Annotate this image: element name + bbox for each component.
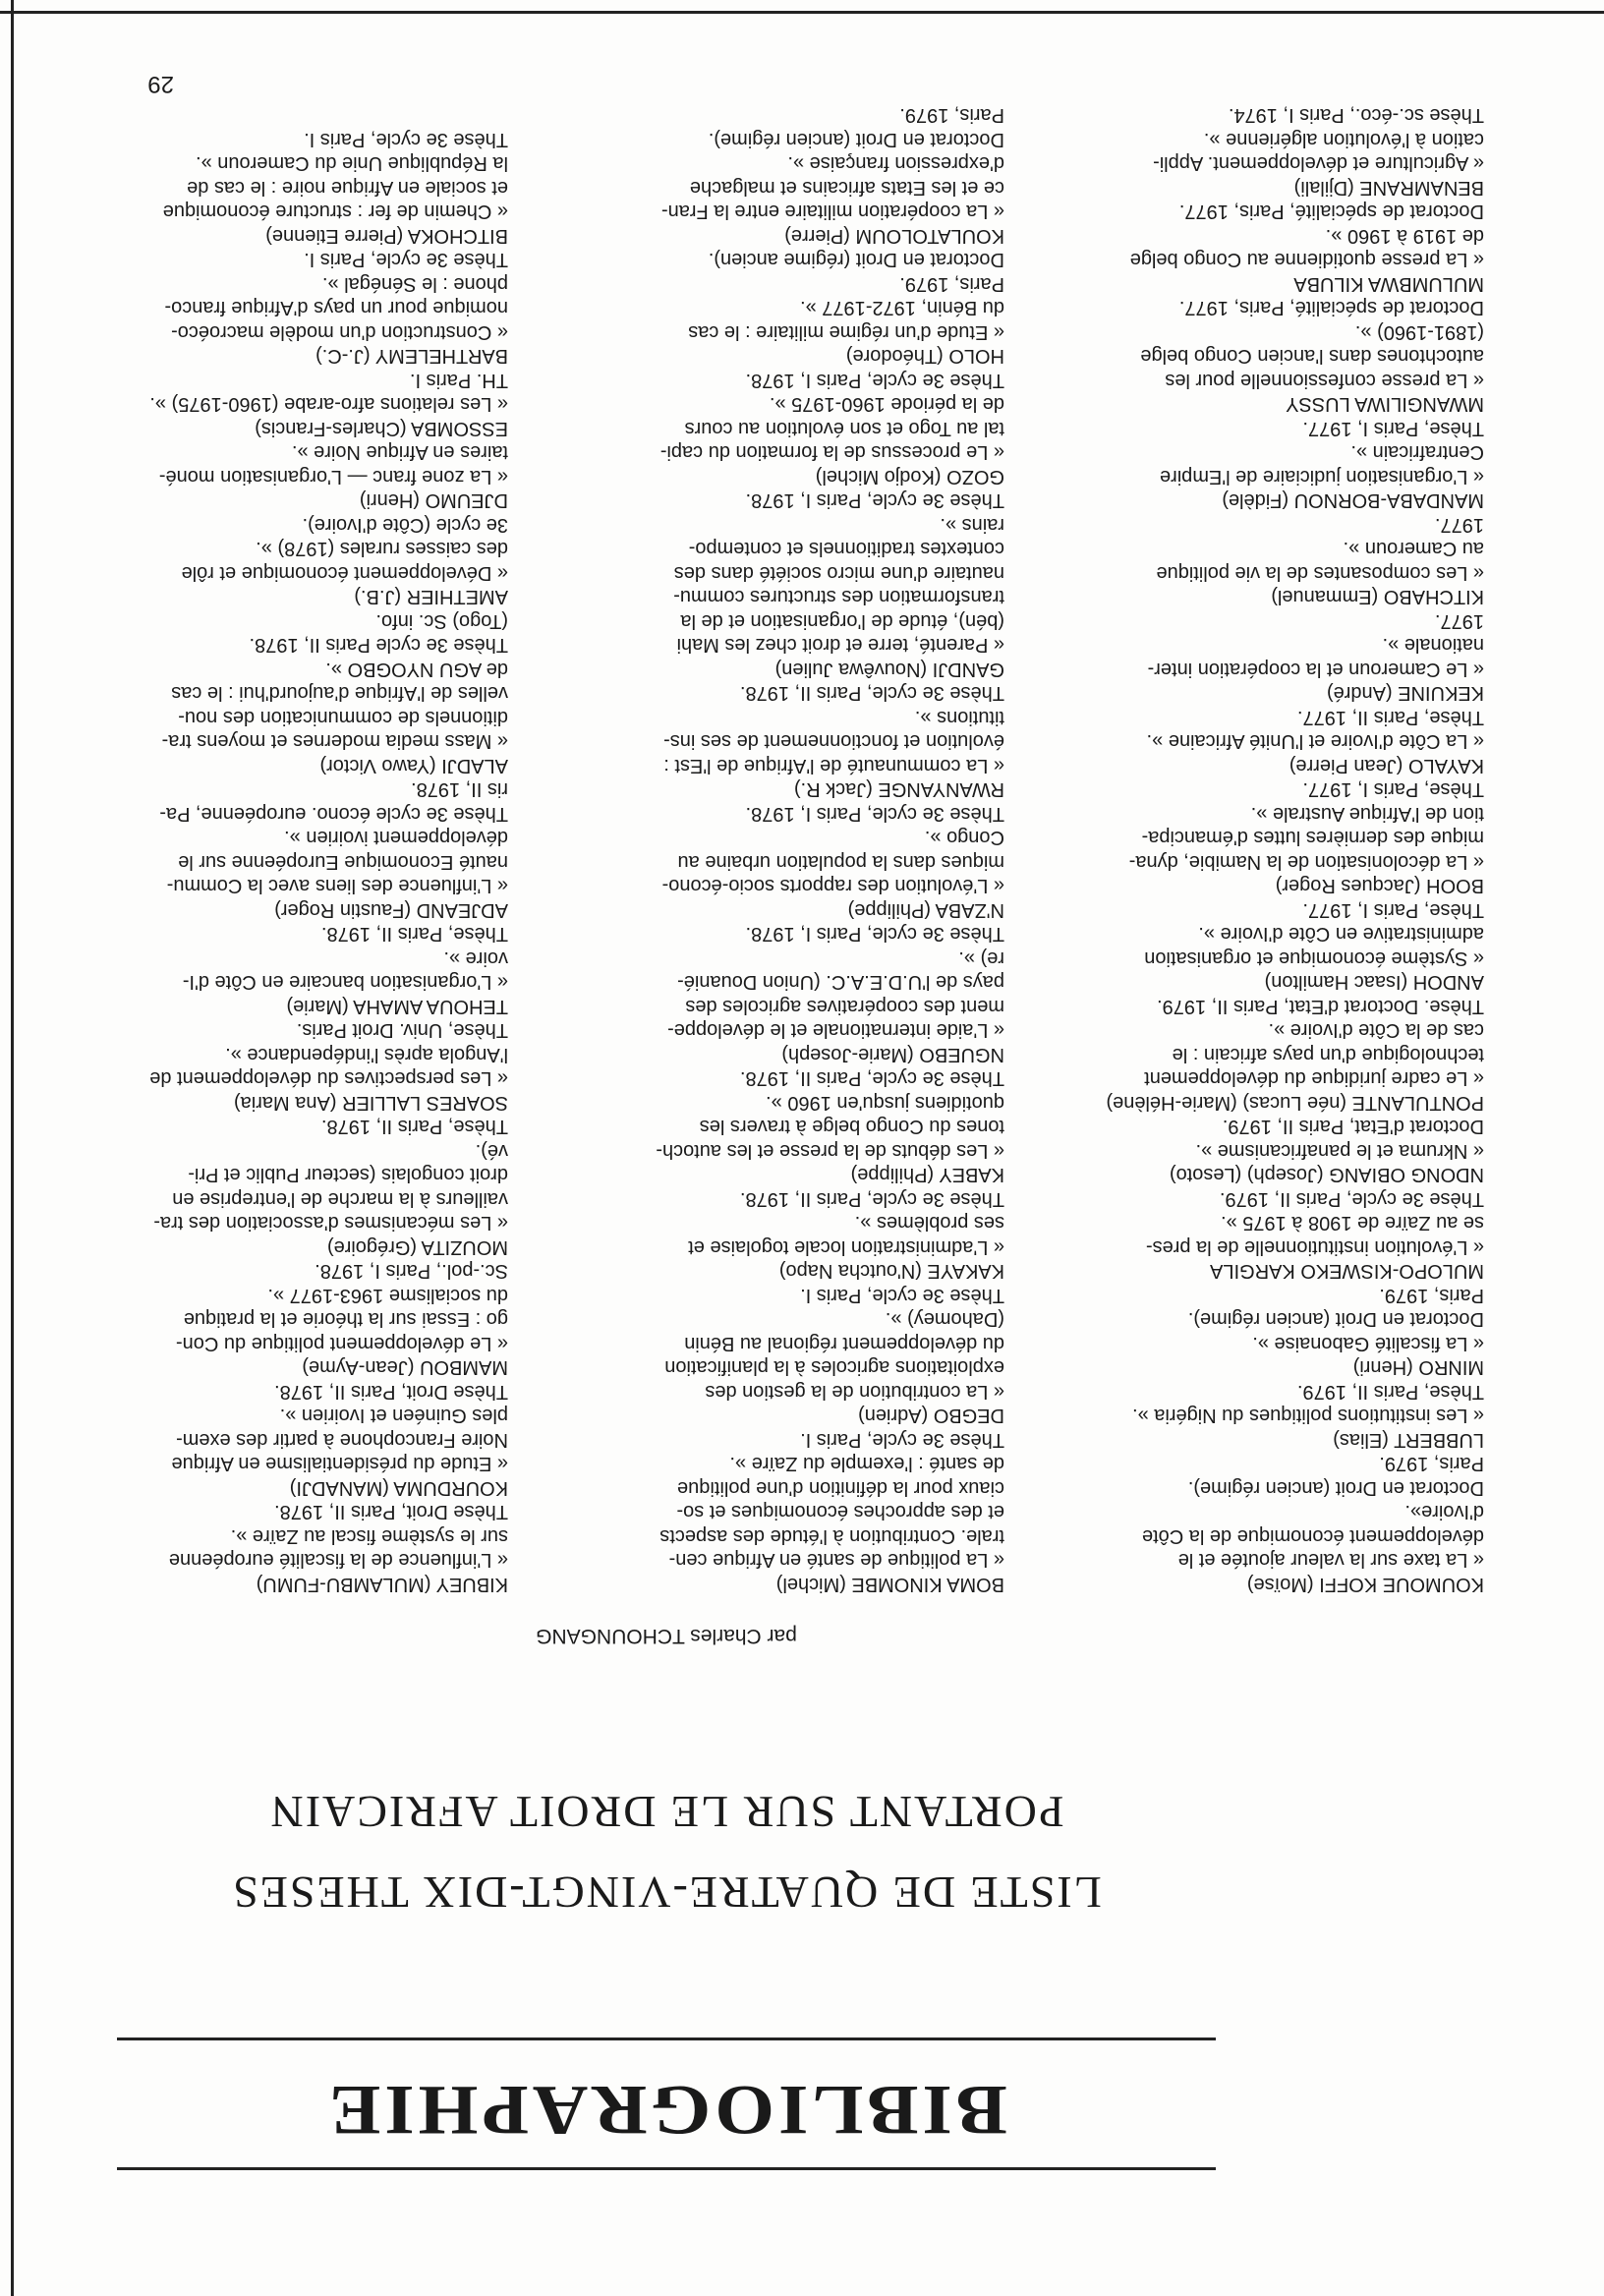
thesis-entry <box>1027 200 1484 296</box>
thesis-detail: (1891-1960) ». <box>1354 321 1484 343</box>
thesis-detail: Thèse 3e cycle, Paris I, 1978. <box>745 803 1004 825</box>
thesis-detail: Doctorat en Droit (régime ancien). <box>708 249 1004 271</box>
thesis-detail: du socialisme 1963-1977 ». <box>267 1285 508 1306</box>
thesis-entry <box>1027 995 1484 1116</box>
thesis-detail: Thèse 3e cycle, Paris I. <box>304 129 508 150</box>
thesis-detail: mique des dernières luttes d'émancipa- <box>1141 827 1484 849</box>
thesis-detail: Thèse, Paris II, 1977. <box>1296 707 1484 728</box>
thesis-entry <box>51 128 508 249</box>
thesis-entry <box>1027 513 1484 609</box>
thesis-detail: Thèse 3e cycle, Paris I, 1978. <box>745 923 1004 946</box>
thesis-detail: Congo ». <box>924 827 1004 849</box>
thesis-detail: nomique pour un pays d'Afrique franco- <box>164 297 508 319</box>
thesis-detail: Thèse 3e cycle, Paris I. <box>800 1429 1004 1451</box>
thesis-detail: nationale ». <box>1382 634 1484 657</box>
thesis-detail: Thèse, Univ. Droit Paris. <box>296 1019 508 1042</box>
thesis-detail: Thèse 3e cycle, Paris I. <box>304 249 508 271</box>
thesis-entry <box>51 777 508 922</box>
thesis-detail: se au Zaïre de 1908 à 1975 ». <box>1221 1212 1484 1234</box>
thesis-title: « Développement économique et rôle <box>181 562 508 584</box>
thesis-entry <box>51 1115 508 1259</box>
thesis-title: « Chemin de fer : structure économique <box>162 201 508 223</box>
thesis-detail: 1977. <box>1434 514 1484 536</box>
thesis-detail: ples Guinéen et Ivoirien ». <box>279 1405 508 1427</box>
thesis-title: « Construction d'un modèle macroéco- <box>171 321 508 343</box>
thesis-title: « Les perspectives du développement de <box>149 1067 508 1090</box>
thesis-detail: Thèse sc.-éco., Paris I, 1974. <box>1228 104 1484 127</box>
thesis-entry <box>547 1187 1004 1284</box>
thesis-author: N'ZABA (Philippe) <box>847 899 1004 921</box>
bibliography-column-3 <box>1027 103 1484 1596</box>
thesis-detail: Thèse, Paris I, 1977. <box>1302 778 1484 801</box>
thesis-author: MINRO (Henri) <box>1352 1356 1484 1379</box>
thesis-title: « L'organisation judiciaire de l'Empire <box>1159 466 1484 488</box>
thesis-detail: Thèse 3e cycle, Paris I. <box>800 1285 1004 1306</box>
thesis-entry <box>51 369 508 441</box>
thesis-detail: trale. Contribution à l'étude des aspects <box>659 1525 1004 1547</box>
thesis-detail: go : Essai sur la théorie et la pratique <box>183 1308 508 1331</box>
thesis-author: AMETHIER (J.B.) <box>354 586 508 608</box>
thesis-entry <box>547 248 1004 369</box>
thesis-title: « Système économique et organisation <box>1144 947 1484 969</box>
thesis-detail: Centrafricain ». <box>1350 441 1484 464</box>
thesis-detail: développement économique de la Côte <box>1141 1525 1484 1547</box>
thesis-entry <box>1027 1115 1484 1187</box>
thesis-detail: Thèse 3e cycle Paris II, 1978. <box>249 634 508 657</box>
thesis-detail: ciaux pour la définition d'une politique <box>677 1477 1004 1499</box>
thesis-author: ADJEAND (Faustin Roger) <box>274 899 508 921</box>
thesis-detail: autochtones dans l'ancien Congo belge <box>1140 345 1484 368</box>
thesis-title: « La presse confessionnelle pour les <box>1165 370 1484 391</box>
thesis-detail: et des approches économiques et so- <box>676 1501 1004 1523</box>
thesis-detail: 1977. <box>1434 610 1484 632</box>
thesis-title: « Les composantes de la vie politique <box>1156 562 1484 584</box>
thesis-detail: titutions ». <box>914 707 1004 728</box>
thesis-detail: des caisses rurales (1978) ». <box>256 538 508 560</box>
thesis-entry <box>51 440 508 513</box>
thesis-title: « La communauté de l'Afrique de l'Est : <box>663 755 1004 776</box>
thesis-author: PONTULANTE (née Lucas) (Marie-Hélène) <box>1106 1092 1484 1114</box>
thesis-detail: tal au Togo et son évolution au cours <box>684 418 1004 439</box>
thesis-detail: de santé : l'exemple du Zaïre ». <box>729 1453 1004 1475</box>
page-number: 29 <box>147 71 174 97</box>
bibliography-column-1 <box>51 128 508 1597</box>
thesis-entry <box>1027 706 1484 778</box>
subtitle-line-1: LISTE DE QUATRE-VINGT-DIX THESES <box>231 1867 1102 1918</box>
thesis-entry <box>51 1259 508 1380</box>
thesis-detail: droit congolais (secteur Public et Pri- <box>188 1164 508 1186</box>
thesis-detail: nauté Economique Européenne sur le <box>178 851 508 873</box>
thesis-detail: Doctorat de spécialité, Paris, 1977. <box>1178 201 1484 223</box>
thesis-detail: cas de la Côte d'Ivoire ». <box>1268 1019 1484 1042</box>
thesis-author: MULOPO-KISWEKO KARGILA <box>1210 1260 1484 1283</box>
thesis-author: DJEUMO (Henri) <box>359 489 508 512</box>
thesis-detail: (bén), étude de l'organisation et de la <box>680 610 1004 632</box>
thesis-author: KAKAYE (N'outcha Napo) <box>778 1260 1004 1283</box>
thesis-detail: ris II, 1978. <box>411 778 508 801</box>
thesis-detail: contextes traditionnels et contempo- <box>688 538 1004 560</box>
thesis-author: KOULATOLOUM (Pierre) <box>784 225 1004 247</box>
thesis-detail: (Togo) Sc. info. <box>375 610 508 632</box>
thesis-title: « Parenté, terre et droit chez les Mahi <box>676 634 1004 657</box>
thesis-author: KITCHABO (Emmanuel) <box>1271 586 1484 608</box>
thesis-entry <box>51 1500 508 1596</box>
thesis-entry <box>1027 103 1484 200</box>
thesis-title: « Nkruma et le panafricanisme ». <box>1195 1140 1484 1162</box>
thesis-entry <box>1027 1187 1484 1284</box>
thesis-title: « Etude du présidentialisme en Afrique <box>171 1453 508 1475</box>
thesis-detail: Doctorat en Droit (ancien régime). <box>1187 1308 1484 1331</box>
thesis-detail: de AGU NYOGBO ». <box>325 659 508 680</box>
thesis-detail: Thèse. Doctorat d'Etat, Paris II, 1979. <box>1157 996 1484 1017</box>
thesis-detail: Thèse Droit, Paris II, 1978. <box>274 1381 508 1403</box>
thesis-detail: TH. Paris I. <box>409 370 508 391</box>
thesis-title: « La fiscalité Gabonaise ». <box>1252 1333 1484 1354</box>
thesis-author: SOARES LALLIER (Ana Maria) <box>234 1092 508 1114</box>
thesis-author: RWANYANGE (Jack R.) <box>793 778 1004 801</box>
thesis-detail: évolution et fonctionnement de ses ins- <box>663 730 1004 753</box>
thesis-author: ESSOMBA (Charles-Francis) <box>255 418 508 439</box>
thesis-entry <box>51 609 508 778</box>
thesis-author: BOMA KINOMBE (Michel) <box>775 1574 1004 1595</box>
thesis-detail: technologique d'un pays africain : le <box>1172 1044 1484 1065</box>
thesis-detail: Thèse 3e cycle, Paris II, 1978. <box>739 1067 1004 1090</box>
thesis-title: « La Côte d'Ivoire et l'Unité Africaine ». <box>1146 730 1484 753</box>
thesis-entry <box>547 1428 1004 1597</box>
thesis-title: « Le processus de la formation du capi- <box>659 441 1004 464</box>
thesis-entry <box>51 513 508 609</box>
thesis-detail: Doctorat d'Etat, Paris II, 1979. <box>1222 1116 1484 1138</box>
thesis-author: MAMBOU (Jean-Ayme) <box>302 1356 508 1379</box>
thesis-detail: Paris, 1979. <box>1379 1453 1484 1475</box>
thesis-entry <box>1027 777 1484 898</box>
thesis-author: KABEY (Philippe) <box>850 1164 1004 1186</box>
top-rule <box>117 2167 1216 2170</box>
thesis-author: KOURDUMA (MANADJI) <box>289 1477 508 1499</box>
thesis-author: NDONG OBIANG (Joseph) (Lesoto) <box>1169 1164 1484 1186</box>
thesis-detail: sur le système fiscal au Zaïre ». <box>230 1525 508 1547</box>
thesis-title: « La presse quotidienne au Congo belge <box>1129 249 1484 271</box>
thesis-detail: Thèse, Paris II, 1979. <box>1296 1381 1484 1403</box>
thesis-author: BOOH (Jacques Roger) <box>1275 875 1484 897</box>
thesis-detail: nautaire d'une micro société dans des <box>673 562 1004 584</box>
thesis-title: « La coopération militaire entre la Fran- <box>660 201 1004 223</box>
thesis-detail: du Bénin, 1972-1977 ». <box>800 297 1004 319</box>
thesis-detail: phone : le Sénégal ». <box>321 273 508 295</box>
thesis-detail: ce et les Etats africains et malgache <box>689 177 1004 199</box>
thesis-author: ALADJI (Yawo Victor) <box>319 755 508 776</box>
thesis-detail: tion de l'Afrique Australe ». <box>1250 803 1484 825</box>
page-header <box>0 1588 1604 2296</box>
thesis-entry <box>1027 1380 1484 1453</box>
thesis-detail: quotidiens jusqu'en 1960 ». <box>766 1092 1004 1114</box>
thesis-author: KEKUINE (André) <box>1326 682 1484 705</box>
thesis-title: « La taxe sur la valeur ajoutée et le <box>1177 1549 1484 1572</box>
thesis-detail: cation à l'évolution algérienne ». <box>1203 129 1484 150</box>
thesis-title: « L'évolution des rapports socio-écono- <box>661 875 1004 897</box>
thesis-title: « Les relations afro-arabe (1960-1975) ». <box>149 393 508 416</box>
thesis-title: « Etude d'un régime militaire : le cas <box>688 321 1004 343</box>
thesis-entry <box>1027 898 1484 995</box>
thesis-title: « La politique de santé en Afrique cen- <box>668 1549 1004 1572</box>
thesis-entry <box>51 922 508 1018</box>
scan-edge-horizontal <box>0 11 1604 14</box>
thesis-detail: velles de l'Afrique d'aujourd'hui : le cas <box>171 682 508 705</box>
thesis-author: MWANGILIWA LUSSY <box>1286 393 1484 416</box>
thesis-detail: et sociale en Afrique noire : le cas de <box>187 177 508 199</box>
thesis-author: ANDOH (Isaac Hamilton) <box>1264 971 1484 994</box>
thesis-detail: (Dahomey) ». <box>885 1308 1004 1331</box>
thesis-title: « L'évolution institutionnelle de la pres- <box>1145 1236 1484 1258</box>
thesis-detail: développement ivoirien ». <box>284 827 508 849</box>
thesis-detail: Thèse Droit, Paris II, 1978. <box>274 1501 508 1523</box>
thesis-detail: Thèse 3e cycle, Paris II, 1978. <box>739 1188 1004 1210</box>
thesis-author: TEHOUA AMAHA (Marie) <box>286 996 508 1017</box>
thesis-detail: Thèse 3e cycle, Paris II, 1978. <box>739 682 1004 705</box>
thesis-detail: Thèse, Paris I, 1977. <box>1302 418 1484 439</box>
thesis-title: « L'aide internationale et le développe- <box>667 1019 1004 1042</box>
thesis-detail: Thèse 3e cycle, Paris I, 1978. <box>745 489 1004 512</box>
page-title: BIBLIOGRAPHIE <box>325 2071 1007 2151</box>
thesis-detail: Paris, 1979. <box>899 273 1004 295</box>
thesis-entry <box>51 1380 508 1501</box>
thesis-entry <box>1027 1452 1484 1596</box>
thesis-title: « Les institutions politiques du Nigéria ». <box>1132 1405 1484 1427</box>
thesis-author: KOUMOUE KOFFI (Moïse) <box>1246 1574 1484 1595</box>
thesis-title: « Le développement politique du Con- <box>175 1333 508 1354</box>
thesis-detail: Paris, 1979. <box>1379 1285 1484 1306</box>
thesis-entry <box>1027 1284 1484 1380</box>
thesis-title: « Les mécanismes d'association des tra- <box>153 1212 508 1234</box>
thesis-title: « La zone franc — L'organisation moné- <box>158 466 508 488</box>
thesis-detail: Doctorat de spécialité, Paris, 1977. <box>1178 297 1484 319</box>
thesis-entry <box>547 369 1004 489</box>
thesis-author: MULUMBWA KILUBA <box>1293 273 1484 295</box>
thesis-detail: re) ». <box>958 947 1004 969</box>
thesis-title: « Les débuts de la presse et les autoch- <box>656 1140 1004 1162</box>
thesis-detail: exploitations agricoles à la planification <box>664 1356 1004 1379</box>
thesis-detail: Thèse 3e cycle écono. européenne, Pa- <box>159 803 508 825</box>
thesis-detail: Doctorat en Droit (ancien régime). <box>708 129 1004 150</box>
thesis-detail: voire ». <box>443 947 508 969</box>
thesis-author: BITCHOKA (Pierre Etienne) <box>265 225 508 247</box>
thesis-detail: administrative en Côte d'Ivoire ». <box>1198 923 1484 946</box>
thesis-detail: vailleurs à la marche de l'entreprise en <box>172 1188 508 1210</box>
thesis-detail: ses problèmes ». <box>854 1212 1004 1234</box>
thesis-entry <box>547 802 1004 923</box>
thesis-detail: Thèse 3e cycle, Paris I, 1978. <box>745 370 1004 391</box>
thesis-entry <box>1027 296 1484 417</box>
thesis-author: KIBUEY (MULAMBU-FUMU) <box>256 1574 508 1595</box>
thesis-author: NGUEBO (Marie-Joseph) <box>781 1044 1004 1065</box>
thesis-entry <box>51 248 508 369</box>
thesis-title: « Agriculture et développement. Appli- <box>1153 152 1484 175</box>
thesis-author: GANDJI (Nouvêwa Julien) <box>774 659 1004 680</box>
thesis-entry <box>547 922 1004 1066</box>
thesis-entry <box>1027 609 1484 706</box>
thesis-detail: vé). <box>475 1140 508 1162</box>
thesis-detail: rains ». <box>940 514 1004 536</box>
bibliography-column-2 <box>547 103 1004 1596</box>
thesis-author: HOLO (Théodore) <box>845 345 1004 368</box>
thesis-title: « L'influence de la fiscalité européenne <box>168 1549 508 1572</box>
thesis-detail: de la période 1960-1975 ». <box>769 393 1004 416</box>
thesis-detail: au Cameroun ». <box>1343 538 1484 560</box>
thesis-detail: ditionnels de communication des nou- <box>178 707 508 728</box>
thesis-entry <box>547 1284 1004 1428</box>
thesis-entry <box>51 1018 508 1115</box>
thesis-author: BARTHELEMY (J.-C.) <box>315 345 508 368</box>
thesis-title: « Mass media modernes et moyens tra- <box>161 730 508 753</box>
thesis-detail: 3e cycle (Côte d'Ivoire). <box>302 514 508 536</box>
thesis-author: DEGBO (Adrien) <box>858 1405 1004 1427</box>
thesis-detail: la République Unie du Cameroun ». <box>196 152 508 175</box>
thesis-detail: taires en Afrique Noire ». <box>291 441 508 464</box>
thesis-title: « Le cadre juridique du développement <box>1144 1067 1484 1090</box>
subtitle-line-2: PORTANT SUR LE DROIT AFRICAIN <box>268 1787 1064 1837</box>
thesis-author: KAYALO (Jean Pierre) <box>1289 755 1484 776</box>
thesis-entry <box>547 103 1004 248</box>
thesis-detail: Doctorat en Droit (ancien régime). <box>1187 1477 1484 1499</box>
thesis-detail: d'Ivoire». <box>1404 1501 1484 1523</box>
thesis-detail: Thèse, Paris I, 1977. <box>1302 899 1484 921</box>
thesis-entry <box>547 1066 1004 1187</box>
thesis-detail: Thèse, Paris II, 1978. <box>320 1116 508 1138</box>
thesis-author: LUBBERT (Elias) <box>1333 1429 1484 1451</box>
thesis-detail: tones du Congo belge à travers les <box>699 1116 1004 1138</box>
thesis-detail: du développement régional au Bénin <box>684 1333 1004 1354</box>
thesis-author: MOUZITA (Grégoire) <box>326 1236 508 1258</box>
thesis-title: « La contribution de la gestion des <box>705 1381 1004 1403</box>
thesis-entry <box>1027 417 1484 513</box>
title-rule <box>117 2038 1216 2040</box>
byline: par Charles TCHOUNGANG <box>536 1625 797 1647</box>
thesis-detail: d'expression française ». <box>787 152 1004 175</box>
thesis-author: BENAMRANE (Djilali) <box>1293 177 1484 199</box>
thesis-title: « L'influence des liens avec la Commu- <box>166 875 508 897</box>
thesis-title: « La décolonisation de la Namibie, dyna- <box>1128 851 1484 873</box>
thesis-detail: Thèse, Paris II, 1978. <box>320 923 508 946</box>
thesis-title: « Le Cameroun et la coopération inter- <box>1147 659 1484 680</box>
thesis-detail: Sc.-pol., Paris I, 1978. <box>315 1260 508 1283</box>
thesis-detail: Noire Francophone à partir des exem- <box>176 1429 508 1451</box>
thesis-entry <box>547 488 1004 681</box>
thesis-detail: de 1919 à 1960 ». <box>1325 225 1484 247</box>
thesis-title: « L'organisation bancaire en Côte d'I- <box>182 971 508 994</box>
thesis-author: GOZO (Kodjo Michel) <box>815 466 1004 488</box>
thesis-detail: transformation des structures commu- <box>673 586 1004 608</box>
thesis-detail: ment des coopératives agricoles des <box>685 996 1004 1017</box>
thesis-detail: Paris, 1979. <box>899 104 1004 127</box>
thesis-author: MANDABA-BORNOU (Fidèle) <box>1222 489 1484 512</box>
thesis-detail: Thèse 3e cycle, Paris II, 1979. <box>1219 1188 1484 1210</box>
thesis-title: « L'administration locale togolaise et <box>688 1236 1004 1258</box>
thesis-detail: l'Angola après l'indépendance ». <box>225 1044 508 1065</box>
thesis-entry <box>547 681 1004 802</box>
thesis-detail: pays de l'U.D.E.A.C. (Union Douanié- <box>677 971 1004 994</box>
thesis-detail: miques dans la population urbaine au <box>677 851 1004 873</box>
